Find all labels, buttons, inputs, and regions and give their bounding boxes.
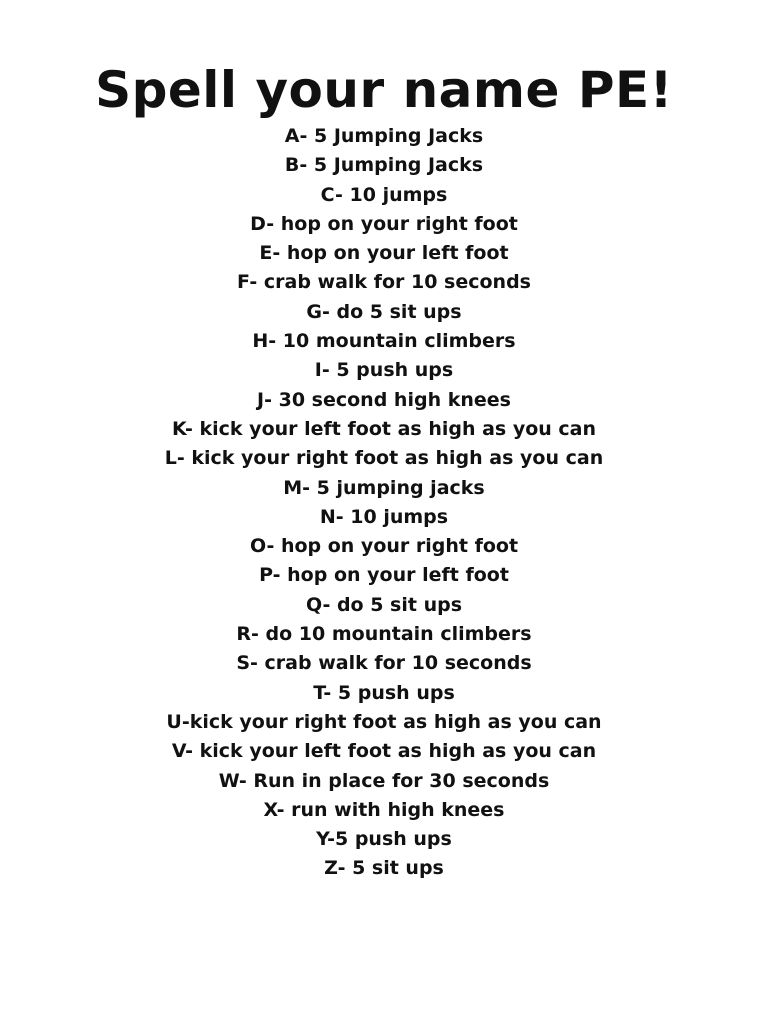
exercise-item-s: S- crab walk for 10 seconds xyxy=(236,652,532,675)
exercise-item-a: A- 5 Jumping Jacks xyxy=(284,125,484,147)
exercise-item-b: B- 5 Jumping Jacks xyxy=(284,154,484,177)
exercise-item-u: U-kick your right foot as high as you can xyxy=(166,710,602,733)
exercise-item-o: O- hop on your right foot xyxy=(249,535,519,558)
exercise-item-t: T- 5 push ups xyxy=(313,681,455,704)
exercise-item-d: D- hop on your right foot xyxy=(250,212,518,235)
exercise-item-x: X- run with high knees xyxy=(263,798,505,821)
exercise-list xyxy=(0,122,768,884)
exercise-item-c: C- 10 jumps xyxy=(320,183,448,206)
exercise-item-r: R- do 10 mountain climbers xyxy=(236,623,532,646)
exercise-item-z: Z- 5 sit ups xyxy=(324,857,444,880)
exercise-item-k: K- kick your left foot as high as you can xyxy=(171,417,597,440)
exercise-item-i: I- 5 push ups xyxy=(314,359,454,382)
exercise-item-m: M- 5 jumping jacks xyxy=(283,476,485,499)
exercise-item-f: F- crab walk for 10 seconds xyxy=(236,271,531,294)
exercise-item-l: L- kick your right foot as high as you can xyxy=(164,447,604,470)
exercise-item-y: Y-5 push ups xyxy=(316,828,452,851)
page-title: Spell your name PE! xyxy=(95,61,673,119)
exercise-item-w: W- Run in place for 30 seconds xyxy=(218,769,550,792)
exercise-item-n: N- 10 jumps xyxy=(319,505,449,528)
exercise-item-j: J- 30 second high knees xyxy=(257,388,511,411)
exercise-item-e: E- hop on your left foot xyxy=(259,242,509,265)
exercise-item-p: P- hop on your left foot xyxy=(259,564,509,587)
exercise-item-g: G- do 5 sit ups xyxy=(306,300,462,323)
exercise-item-h: H- 10 mountain climbers xyxy=(252,330,516,353)
exercise-item-q: Q- do 5 sit ups xyxy=(305,593,463,616)
exercise-item-v: V- kick your left foot as high as you can xyxy=(171,740,597,763)
